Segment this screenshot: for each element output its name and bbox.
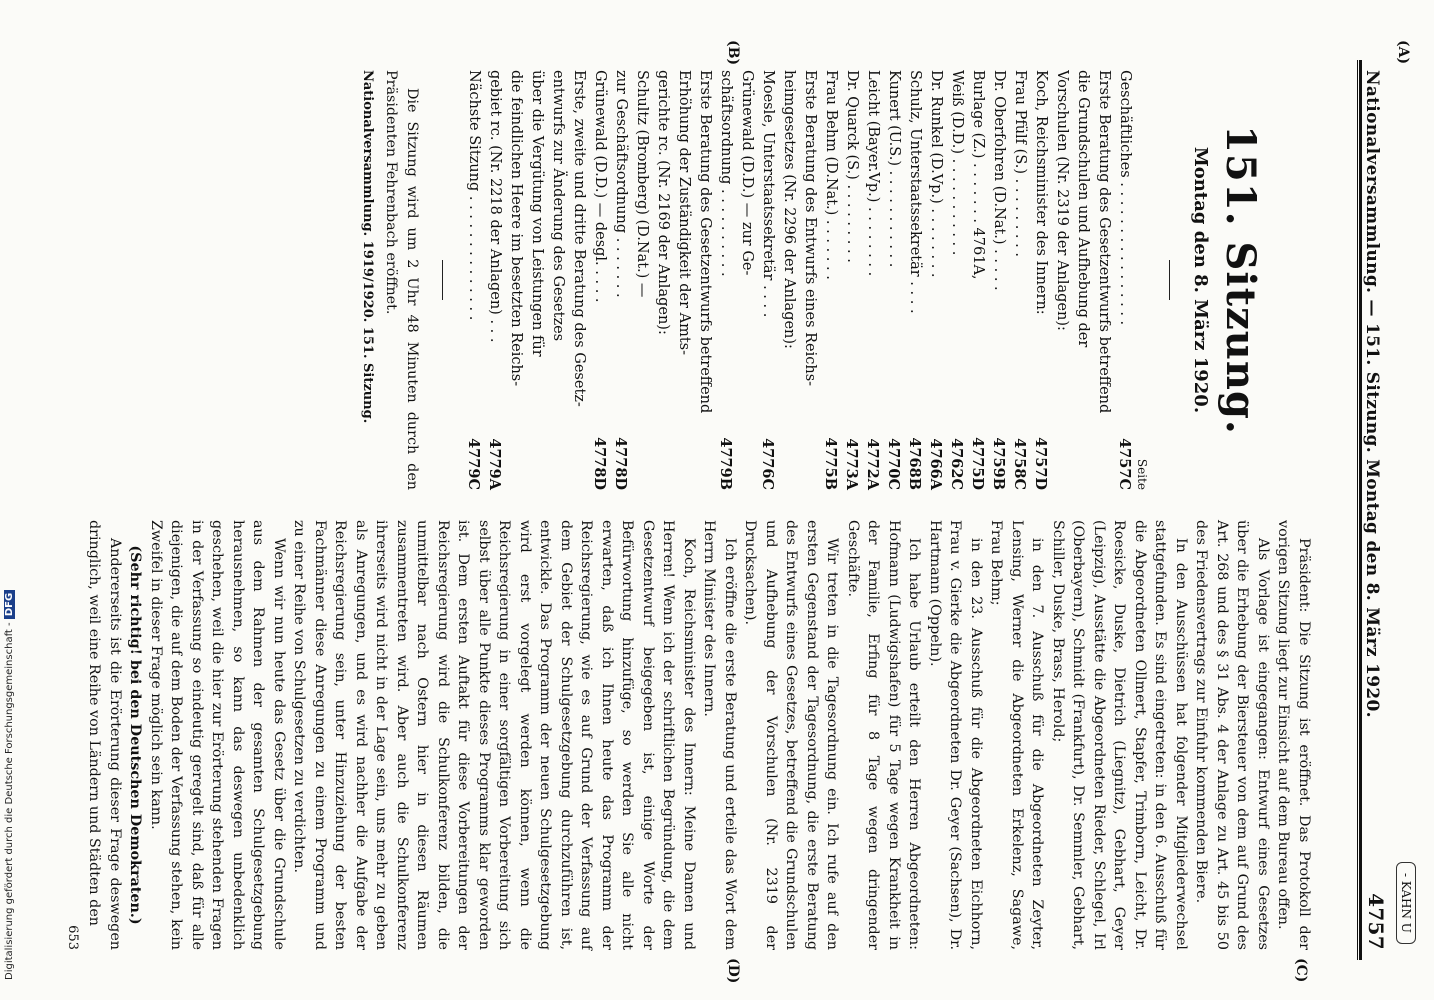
toc-entry-text: Vorschulen (Nr. 2319 der Anlagen): — [1054, 70, 1070, 331]
toc-entry-text: Schulz, Unterstaatssekretär . . . . — [907, 70, 923, 314]
toc-entry-page: 4768B — [906, 437, 923, 490]
body-paragraph: In den Ausschüssen hat folgender Mitgliederwechsel stattgefunden. Es sind eingetreten: in den 6. Ausschuß für die Abgeordneten Ollmert, Stapfer, Trimborn, Leicht, Dr. Roesicke, Duske, Dietrich (Liegnitz), Gebhart, Geyer (Leipzig), Ausstätte die Abgeordneten Rieder, Schlegel, Irl (Oberbayern), Schmidt (Frankfurt), Dr. Semmler, Gebhart, Schiller, Duske, Brass, Herold; — [1050, 520, 1189, 950]
body-paragraph: Wenn wir nun heute das Gesetz über die Grundschule aus dem Rahmen der gesamten Schulgesetzgebung herausnehmen, so kann das deswegen unbedenklich geschehen, weil die hier zur Erörterung stehenden Fragen in der Verfassung so eindeutig geregelt sind, daß für alle diejenigen, die auf dem Boden der Verfassung stehen, kein Zweifel in dieser Frage möglich sein kann. — [148, 520, 287, 950]
toc-entry-text: gebiet rc. (Nr. 2218 der Anlagen) . . . — [487, 70, 503, 343]
body-text — [84, 520, 1314, 950]
toc-entry-page: 4779A — [486, 438, 503, 490]
seite-label: Seite — [1135, 458, 1149, 490]
toc-entry-text: Nächste Sitzung . . . . . . . . . . . . . . — [466, 70, 482, 321]
margin-marker-a: (A) — [1395, 40, 1411, 65]
toc-entry-text: Erste Beratung des Gesetzentwurfs betreffend — [697, 70, 713, 414]
section-rule — [1169, 260, 1170, 300]
toc-entry-page — [778, 434, 799, 490]
toc-entry-page: 4775B — [822, 437, 839, 490]
toc-entry-text: Schultz (Bromberg) (D.Nat.) — — [634, 70, 650, 298]
toc-entry-page — [1051, 434, 1072, 490]
running-header — [1362, 70, 1388, 950]
toc-entry-text: Erhöhung der Zuständigkeit der Amts- — [676, 70, 692, 355]
toc-row — [736, 70, 757, 490]
toc-row — [1072, 70, 1093, 490]
toc-row — [1030, 70, 1051, 490]
digitization-credit — [4, 590, 15, 980]
toc-row — [1093, 70, 1114, 490]
toc-entry-page — [736, 434, 757, 490]
dfg-logo: DFG — [4, 590, 15, 619]
toc-row — [1114, 70, 1135, 490]
opening-statement: Die Sitzung wird um 2 Uhr 48 Minuten durch den Präsidenten Fehrenbach eröffnet. — [383, 70, 420, 490]
table-of-contents — [463, 70, 1135, 490]
toc-entry-text: gerichte rc. (Nr. 2169 der Anlagen): — [655, 70, 671, 335]
toc-entry-text: Frau Behm (D.Nat.) . . . . . . . — [823, 70, 839, 280]
toc-entry-page — [526, 434, 547, 490]
toc-entry-page: 4776C — [759, 438, 776, 490]
toc-row — [610, 70, 631, 490]
toc-entry-text: entwurfs zur Änderung des Gesetzes — [550, 70, 566, 342]
body-paragraph: Wir treten in die Tagesordnung ein. Ich rufe auf den ersten Gegenstand der Tagesordnung, die erste Beratung des Entwurfs eines Gesetzes, betreffend die Grundschulen und Aufhebung der Vorschulen (Nr. 2319 der Drucksachen). — [742, 520, 841, 950]
toc-row — [652, 70, 673, 490]
toc-entry-text: Frau Pfülf (S.) . . . . . . . . . — [1012, 70, 1028, 257]
toc-row — [925, 70, 946, 490]
toc-entry-text: Moesle, Unterstaatssekretär . . . . — [760, 70, 776, 318]
toc-entry-page: 4766A — [927, 438, 944, 490]
toc-row — [1051, 70, 1072, 490]
body-paragraph: Ich eröffne die erste Beratung und erteile das Wort dem Herrn Minister des Innern. — [701, 520, 738, 950]
toc-row — [862, 70, 883, 490]
toc-entry-page: 4758C — [1011, 438, 1028, 490]
margin-marker-c: (C) — [1293, 958, 1309, 983]
toc-entry-text: Koch, Reichsminister des Innern: — [1033, 70, 1049, 315]
header-rule — [1359, 60, 1362, 960]
running-title: Nationalversammlung. — 151. Sitzung. Montag den 8. März 1920. — [1362, 70, 1382, 718]
printed-page-number: 653 — [65, 925, 80, 950]
toc-entry-page: 4772A — [864, 438, 881, 490]
archive-stamp: - KAHN U — [1396, 862, 1416, 944]
toc-row — [883, 70, 904, 490]
left-column — [360, 70, 1314, 490]
margin-marker-b: (B) — [725, 40, 741, 66]
toc-row — [946, 70, 967, 490]
toc-entry-page — [673, 434, 694, 490]
toc-entry-page — [1093, 434, 1114, 490]
toc-entry-page: 4779B — [717, 437, 734, 490]
page-number: 4757 — [1364, 893, 1388, 950]
toc-entry-page: 4773A — [843, 438, 860, 490]
toc-entry-text: Dr. Quarck (S.) . . . . . . . . . — [844, 70, 860, 263]
toc-entry-text: Dr. Oberfohren (D.Nat.) . . . . . — [991, 70, 1007, 291]
body-paragraph: Ich habe Urlaub erteilt den Herren Abgeordneten: Hofmann (Ludwigshafen) für 5 Tage wegen Krankheit in der Familie, Erfing für 8 Tage wegen dringender Geschäfte. — [845, 520, 923, 950]
toc-entry-page — [505, 434, 526, 490]
toc-row — [778, 70, 799, 490]
toc-entry-text: Kunert (U.S.) . . . . . . . . . . . — [886, 70, 902, 268]
body-paragraph: in den 7. Ausschuß für die Abgeordneten Zeyter, Lensing, Werner die Abgeordneten Erkelenz, Sagawe, Frau Behm; — [988, 520, 1046, 950]
toc-entry-page — [799, 434, 820, 490]
toc-row — [820, 70, 841, 490]
body-paragraph: (Sehr richtig! bei den Deutschen Demokraten.) — [127, 545, 144, 925]
toc-entry-text: Weiß (D.D.) . . . . . . . . . . . — [949, 70, 965, 256]
toc-row — [463, 70, 484, 490]
toc-entry-page: 4762C — [948, 438, 965, 490]
header-rule-thin — [1357, 60, 1358, 960]
toc-entry-page: 4779C — [465, 438, 482, 490]
credit-text: Digitalisierung gefördert durch die Deutsche Forschungsgemeinschaft - — [4, 622, 15, 980]
toc-entry-page: 4778D — [591, 437, 608, 490]
toc-row — [694, 70, 715, 490]
toc-entry-text: Leicht (Bayer.Vp.) . . . . . . . . — [865, 70, 881, 277]
toc-row — [967, 70, 988, 490]
toc-entry-text: Erste Beratung des Gesetzentwurfs betreffend — [1096, 70, 1112, 414]
toc-entry-text: Grünewald (D.D.) — desgl. . . . . — [592, 70, 608, 303]
toc-entry-text: Burlage (Z.) . . . . . . . 4761A, — [970, 70, 986, 280]
toc-entry-text: Erste Beratung des Entwurfs eines Reichs- — [802, 70, 818, 387]
body-paragraph: Koch, Reichsminister des Innern: Meine Damen und Herren! Wenn ich der schriftlichen Begründung, die dem Gesetzentwurf beigegeben ist, einige Worte der Befürwortung hinzufüge, so werden Sie alle nicht erwarten, daß ich Ihnen heute das Programm der Reichsregierung, wie es auf Grund der Verfassung auf dem Gebiet der Schulgesetzgebung durchzuführen ist, entwickle. Das Programm der neuen Schulgesetzgebung wird erst vorgelegt werden können, wenn die Reichsregierung in einer sorgfältigen Vorbereitung sich selbst über alle Punkte dieses Programms klar geworden ist. Dem ersten Auftakt für diese Vorbereitungen der Reichsregierung wird die Schulkonferenz bilden, die unmittelbar nach Ostern hier in diesen Räumen zusammentreten wird. Aber auch die Schulkonferenz ihrerseits wird nicht in der Lage sein, uns mehr zu geben als Anregungen, und es wird nachher die Aufgabe der Reichsregierung sein, unter Hinzuziehung der besten Fachmänner diese Anregungen zu einem Programm und zu einer Reihe von Schulgesetzen zu verdichten. — [291, 520, 697, 950]
body-paragraph: Präsident: Die Sitzung ist eröffnet. Das Protokoll der vorigen Sitzung liegt zur Einsicht auf dem Bureau offen. — [1275, 520, 1312, 950]
toc-entry-page: 4770C — [885, 438, 902, 490]
toc-entry-page: 4759B — [990, 437, 1007, 490]
toc-row — [1009, 70, 1030, 490]
toc-entry-page — [694, 434, 715, 490]
body-paragraph: Andererseits ist die Erörterung dieser Frage deswegen dringlich, weil eine Reihe von Ländern und Städten den — [86, 520, 123, 950]
body-paragraph: Als Vorlage ist eingegangen: Entwurf eines Gesetzes über die Erhebung der Biersteuer von dem auf Grund des Art. 268 und des § 31 Abs. 4 der Anlage zu Art. 45 bis 50 des Friedensvertrags zur Einfuhr kommenden Biere. — [1193, 520, 1271, 950]
toc-row — [547, 70, 568, 490]
toc-row — [715, 70, 736, 490]
toc-entry-page — [568, 434, 589, 490]
toc-entry-text: Grünewald (D.D.) — zur Ge- — [739, 70, 755, 276]
toc-entry-page: 4775D — [969, 437, 986, 490]
right-column — [65, 520, 1314, 950]
toc-row — [505, 70, 526, 490]
toc-entry-text: die feindlichen Heere im besetzten Reichs- — [508, 70, 524, 387]
section-rule — [442, 260, 443, 300]
toc-entry-text: Erste, zweite und dritte Beratung des Gesetz- — [571, 70, 587, 407]
toc-row — [757, 70, 778, 490]
session-date: Montag den 8. März 1920. — [1190, 146, 1211, 414]
toc-entry-text: zur Geschäftsordnung . . . . . . . — [613, 70, 629, 298]
toc-entry-page: 4757C — [1116, 438, 1133, 490]
body-paragraph: in den 23. Ausschuß für die Abgeordneten Eichhorn, Frau v. Gierke die Abgeordneten Dr. Geyer (Sachsen), Dr. Hartmann (Oppeln). — [927, 520, 984, 950]
toc-entry-page — [652, 434, 673, 490]
toc-row — [904, 70, 925, 490]
toc-entry-text: über die Vergütung von Leistungen für — [529, 70, 545, 357]
toc-entry-text: Dr. Runkel (D.Vp.) . . . . . . . . — [928, 70, 944, 278]
toc-row — [988, 70, 1009, 490]
toc-row — [841, 70, 862, 490]
toc-entry-page: 4757D — [1032, 437, 1049, 490]
toc-row — [526, 70, 547, 490]
toc-entry-text: schäftsordnung . . . . . . . . . . — [718, 70, 734, 277]
toc-row — [673, 70, 694, 490]
toc-entry-page — [547, 434, 568, 490]
toc-row — [484, 70, 505, 490]
toc-entry-page: 4778D — [612, 437, 629, 490]
toc-entry-text: die Grundschulen und Aufhebung der — [1075, 70, 1091, 348]
toc-entry-page — [1072, 434, 1093, 490]
toc-row — [631, 70, 652, 490]
toc-row — [589, 70, 610, 490]
page-footer: Nationalversammlung. 1919/1920. 151. Sitzung. — [360, 70, 375, 424]
margin-marker-d: (D) — [725, 958, 741, 984]
toc-row — [568, 70, 589, 490]
toc-entry-page — [631, 434, 652, 490]
toc-entry-text: Geschäftliches . . . . . . . . . . . . . . . . — [1117, 70, 1133, 326]
toc-row — [799, 70, 820, 490]
session-title: 151. Sitzung. — [1217, 125, 1264, 435]
toc-entry-text: heimgesetzes (Nr. 2296 der Anlagen): — [781, 70, 797, 349]
